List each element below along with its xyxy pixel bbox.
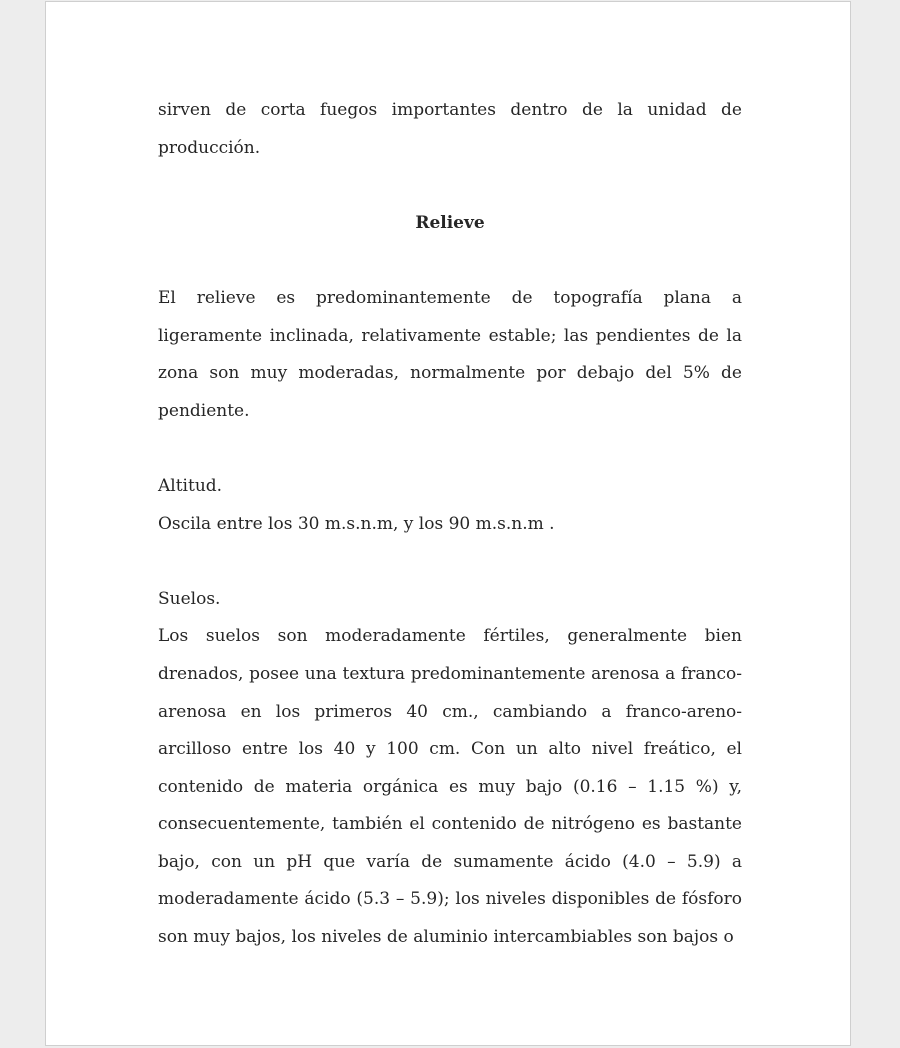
altitud-paragraph: Oscila entre los 30 m.s.n.m, y los 90 m.s.n.m . xyxy=(158,513,555,534)
continuation-paragraph: sirven de corta fuegos importantes dentro de la unidad de producción. xyxy=(158,100,742,158)
suelos-paragraph: Los suelos son moderadamente fértiles, generalmente bien drenados, posee una textura predominantemente arenosa a franco-arenosa en los primeros 40 cm., cambiando a franco-areno-arcilloso entre los 40 y 100 cm. Con un alto nivel freático, el contenido de materia orgánica es muy bajo (0.16 – 1.15 %) y, consecuentemente, también el contenido de nitrógeno es bastante bajo, con un pH que varía de sumamente ácido (4.0 – 5.9) a moderadamente ácido (5.3 – 5.9); los niveles disponibles de fósforo son muy bajos, los niveles de aluminio intercambiables son bajos o xyxy=(158,626,742,948)
relieve-heading: Relieve xyxy=(415,212,485,233)
spacer xyxy=(158,167,742,205)
spacer xyxy=(158,430,742,468)
document-body xyxy=(158,92,742,957)
document-page xyxy=(45,1,851,1046)
altitud-heading: Altitud. xyxy=(158,475,223,496)
suelos-heading: Suelos. xyxy=(158,588,221,609)
spacer xyxy=(158,543,742,581)
spacer xyxy=(158,242,742,280)
relieve-paragraph: El relieve es predominantemente de topografía plana a ligeramente inclinada, relativamente estable; las pendientes de la zona son muy moderadas, normalmente por debajo del 5% de pendiente. xyxy=(158,287,742,421)
